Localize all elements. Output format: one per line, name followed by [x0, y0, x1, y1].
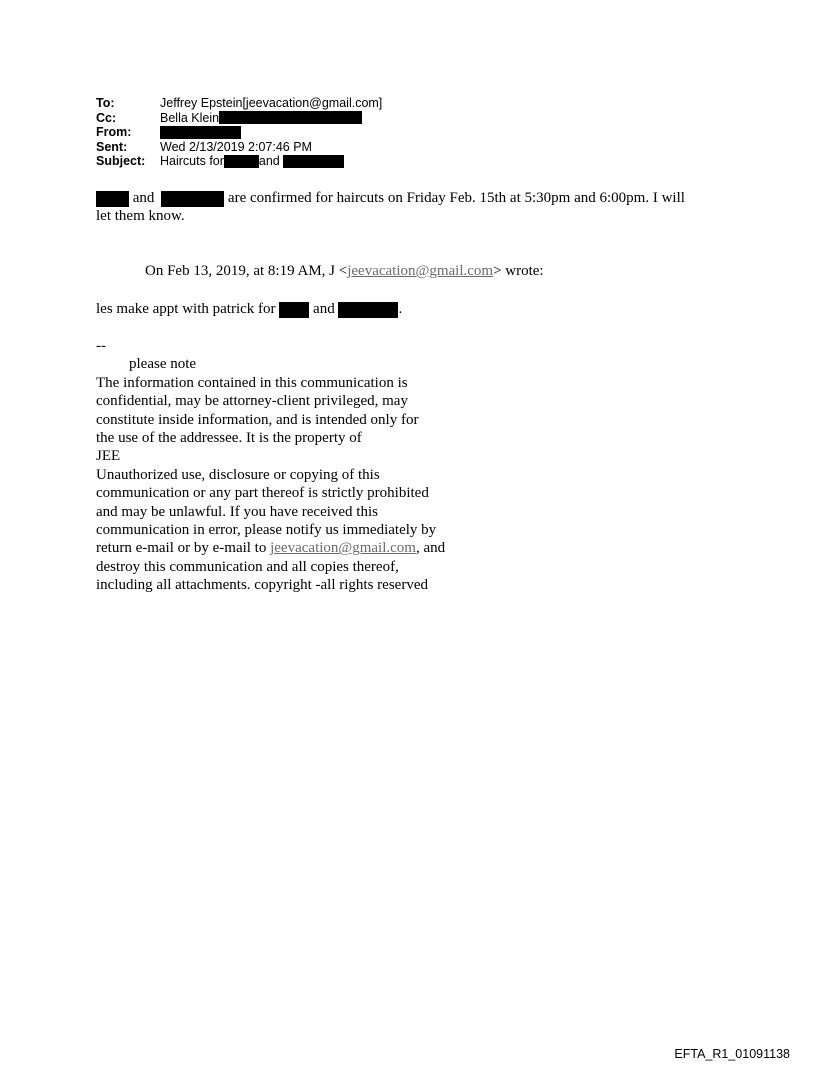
return-prefix: return e-mail or by e-mail to: [96, 540, 271, 557]
subject-label: Subject:: [96, 154, 146, 168]
disclaimer-line: The information contained in this communication is: [96, 374, 408, 391]
to-label: To:: [96, 96, 115, 110]
redaction-block: [161, 191, 224, 207]
subject-value: [160, 154, 344, 169]
subject-row: [96, 154, 382, 169]
disclaimer-line: destroy this communication and all copies thereof,: [96, 558, 399, 575]
redaction-block: [283, 155, 344, 168]
redaction-block: [96, 191, 129, 207]
to-value: Jeffrey Epstein[jeevacation@gmail.com]: [160, 96, 383, 110]
signature-dashes: --: [96, 338, 106, 354]
cc-row: [96, 111, 382, 126]
redaction-block: [160, 126, 241, 139]
email-link[interactable]: jeevacation@gmail.com: [270, 540, 416, 557]
disclaimer-line: Unauthorized use, disclosure or copying of this: [96, 466, 380, 483]
quoted-msg-prefix: les make appt with patrick for: [96, 301, 276, 317]
quoted-msg-end: .: [398, 301, 403, 317]
quoted-intro-suffix: > wrote:: [493, 263, 544, 279]
sent-value: Wed 2/13/2019 2:07:46 PM: [160, 139, 312, 154]
subject-prefix: Haircuts for: [160, 154, 224, 168]
quoted-message: [96, 300, 402, 318]
email-link[interactable]: jeevacation@gmail.com: [347, 263, 494, 279]
reply-body: [96, 189, 685, 226]
from-row: [96, 125, 382, 140]
please-note: please note: [129, 356, 197, 373]
disclaimer-return-line: [96, 539, 445, 557]
reply-and: and: [132, 190, 155, 206]
disclaimer-line: communication in error, please notify us immediately by: [96, 522, 437, 539]
reply-line-1-text: are confirmed for haircuts on Friday Feb. 15th at 5:30pm and 6:00pm. I will: [227, 190, 685, 206]
email-header: [96, 96, 382, 169]
cc-value-wrap: [160, 111, 362, 126]
return-suffix: , and: [415, 540, 446, 557]
sent-label: Sent:: [96, 139, 128, 154]
cc-value: Bella Klein: [160, 110, 220, 125]
from-label: From:: [96, 125, 132, 139]
disclaimer-line: including all attachments. copyright -all rights reserved: [96, 577, 428, 594]
redaction-block: [219, 111, 362, 124]
disclaimer-line: communication or any part thereof is strictly prohibited: [96, 485, 429, 502]
quoted-intro: [145, 262, 544, 280]
reply-line-1: [96, 189, 685, 207]
sent-row: [96, 140, 382, 155]
disclaimer-line: JEE: [96, 448, 121, 465]
reply-line-2: let them know.: [96, 208, 185, 225]
document-id: EFTA_R1_01091138: [674, 1047, 790, 1061]
disclaimer: [96, 337, 445, 595]
redaction-block: [279, 302, 309, 318]
disclaimer-line: and may be unlawful. If you have received this: [96, 503, 378, 520]
subject-and: and: [258, 154, 280, 168]
quoted-msg-and: and: [313, 301, 335, 317]
redaction-block: [224, 155, 259, 168]
disclaimer-line: confidential, may be attorney-client privileged, may: [96, 393, 408, 410]
quoted-intro-prefix: On Feb 13, 2019, at 8:19 AM, J <: [145, 263, 348, 279]
to-row: [96, 96, 382, 111]
cc-label: Cc:: [96, 110, 117, 125]
disclaimer-line: the use of the addressee. It is the property of: [96, 430, 362, 447]
disclaimer-line: constitute inside information, and is intended only for: [96, 411, 419, 428]
redaction-block: [338, 302, 398, 318]
